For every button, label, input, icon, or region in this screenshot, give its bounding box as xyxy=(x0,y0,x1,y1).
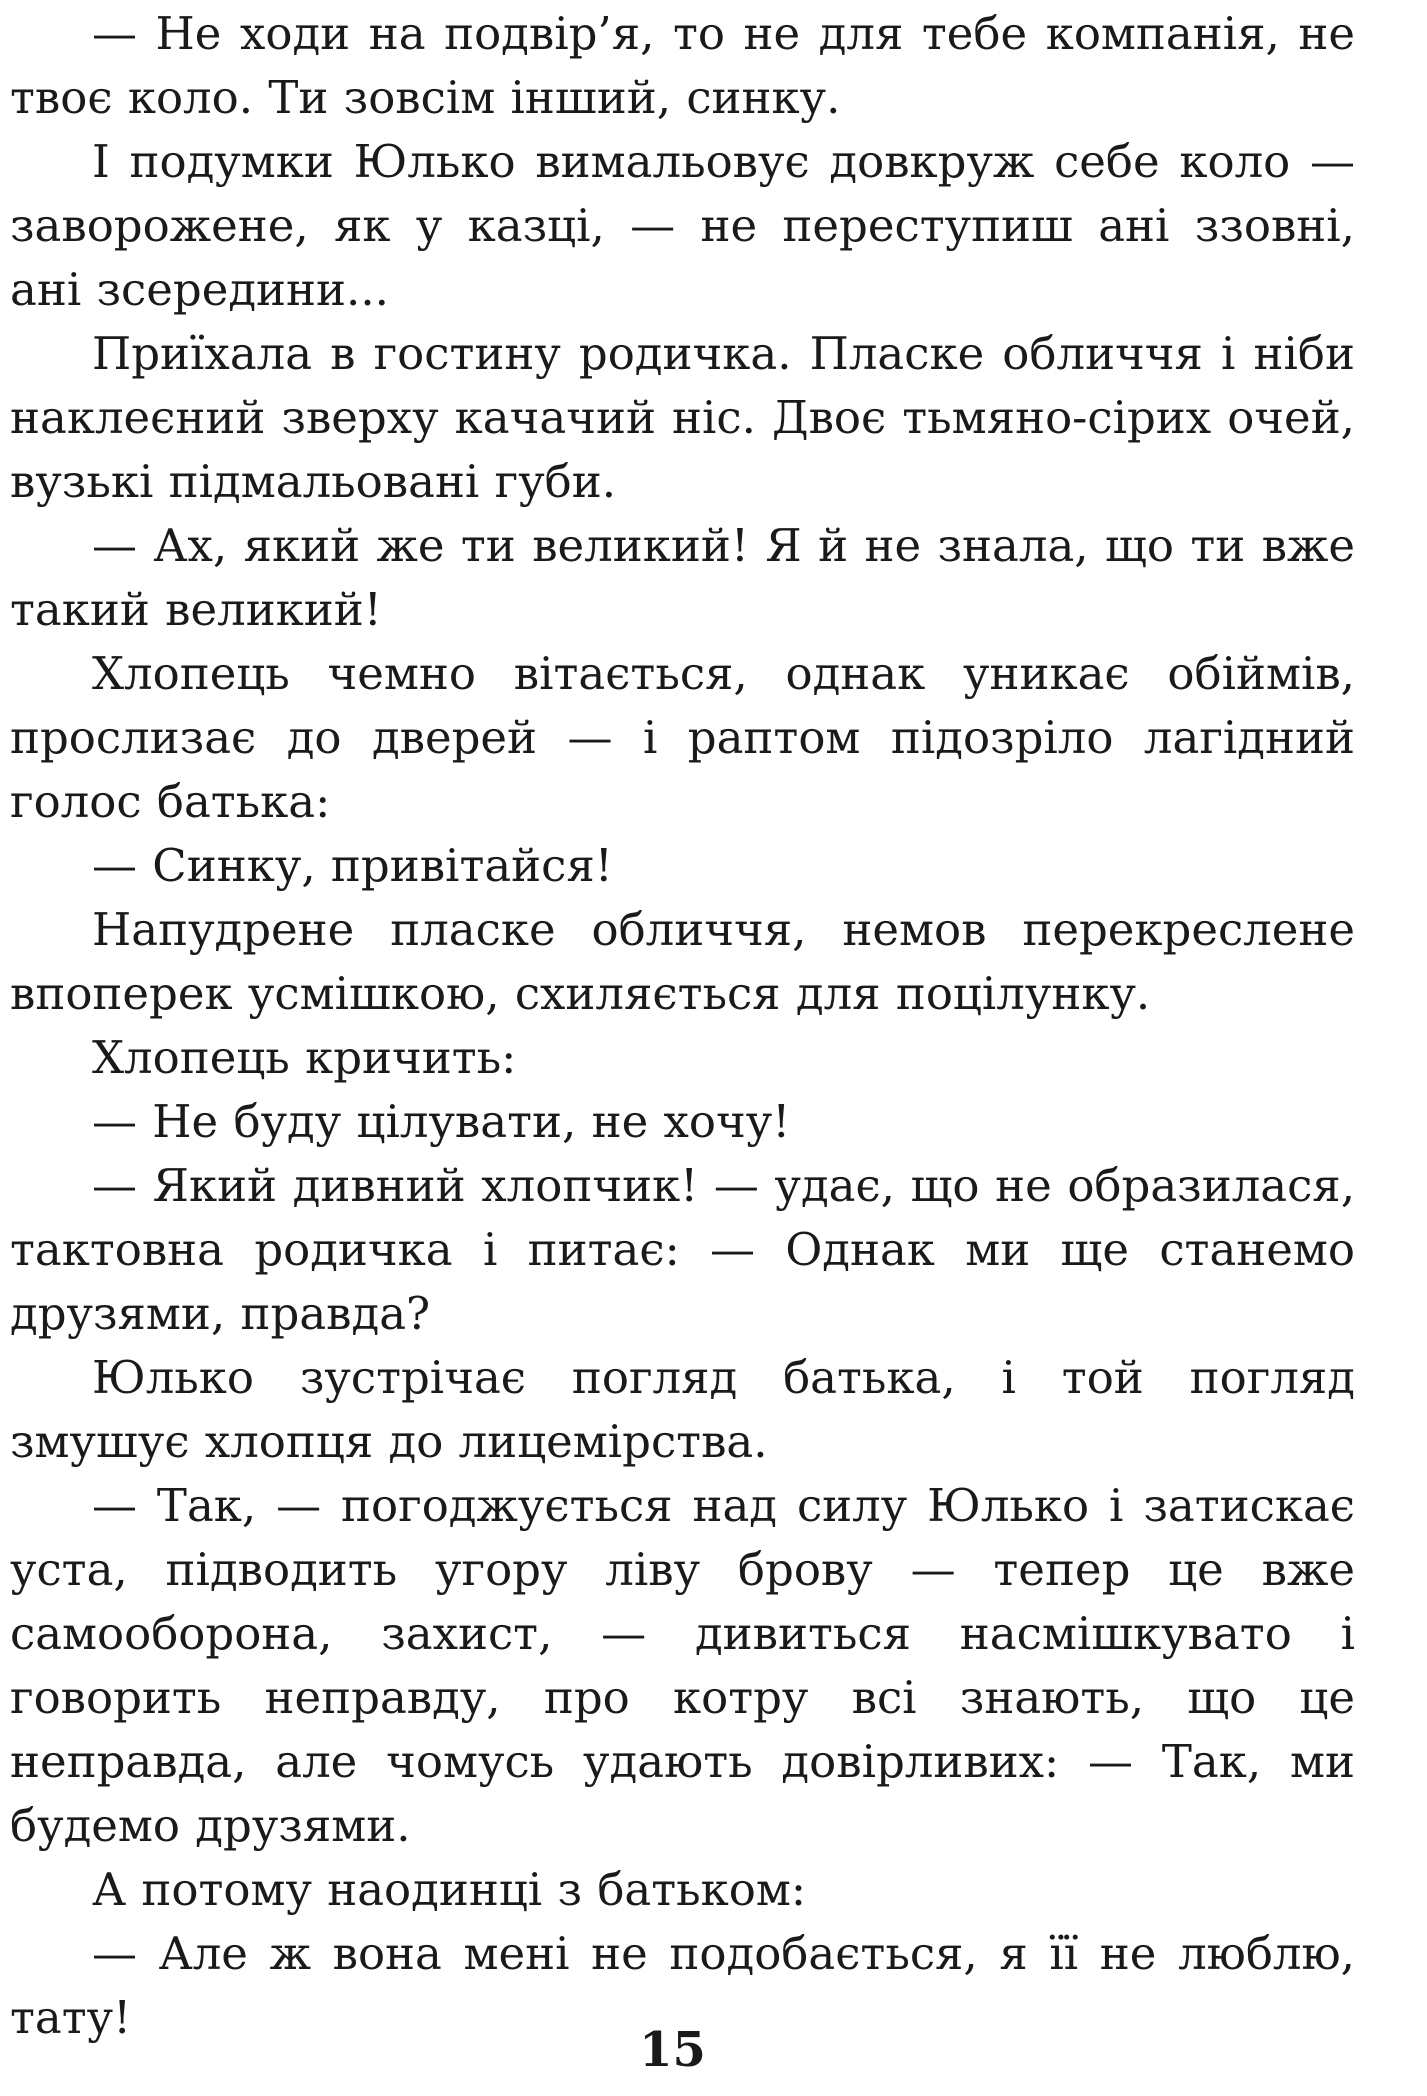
paragraph: — Але ж вона мені не подобається, я її не люблю, тату! xyxy=(10,1927,1355,2044)
paragraph: — Не ходи на подвір’я, то не для тебе компанія, не твоє коло. Ти зовсім інший, синку. xyxy=(10,7,1355,124)
paragraph: Хлопець кричить: xyxy=(92,1031,517,1084)
page-body xyxy=(10,0,1355,2050)
paragraph: — Який дивний хлопчик! — удає, що не образилася, тактовна родичка і питає: — Однак ми ще станемо друзями, правда? xyxy=(10,1159,1355,1340)
paragraph: Напудрене пласке обличчя, немов перекреслене впоперек усмішкою, схиляється для поцілунку. xyxy=(10,903,1355,1020)
paragraph: — Ах, який же ти великий! Я й не знала, що ти вже такий великий! xyxy=(10,519,1355,636)
paragraph: — Синку, привітайся! xyxy=(92,839,613,892)
paragraph: Приїхала в гостину родичка. Пласке обличчя і ніби наклеєний зверху качачий ніс. Двоє тьмяно-сірих очей, вузькі підмальовані губи. xyxy=(10,327,1355,508)
paragraph: — Так, — погоджується над силу Юлько і затискає уста, підводить угору ліву брову — тепер це вже самооборона, захист, — дивиться насмішкувато і говорить неправду, про котру всі знають, що це неправда, але чомусь удають довірливих: — Так, ми будемо друзями. xyxy=(10,1479,1355,1852)
page-number: 15 xyxy=(639,2022,706,2078)
paragraph: Хлопець чемно вітається, однак уникає обіймів, прослизає до дверей — і раптом підозріло лагідний голос батька: xyxy=(10,647,1355,828)
paragraph: Юлько зустрічає погляд батька, і той погляд змушує хлопця до лицемірства. xyxy=(10,1351,1355,1468)
paragraph: А потому наодинці з батьком: xyxy=(92,1863,807,1916)
paragraph: — Не буду цілувати, не хочу! xyxy=(92,1095,791,1148)
paragraph: І подумки Юлько вимальовує довкруж себе коло — заворожене, як у казці, — не переступиш ані ззовні, ані зсередини... xyxy=(10,135,1355,316)
